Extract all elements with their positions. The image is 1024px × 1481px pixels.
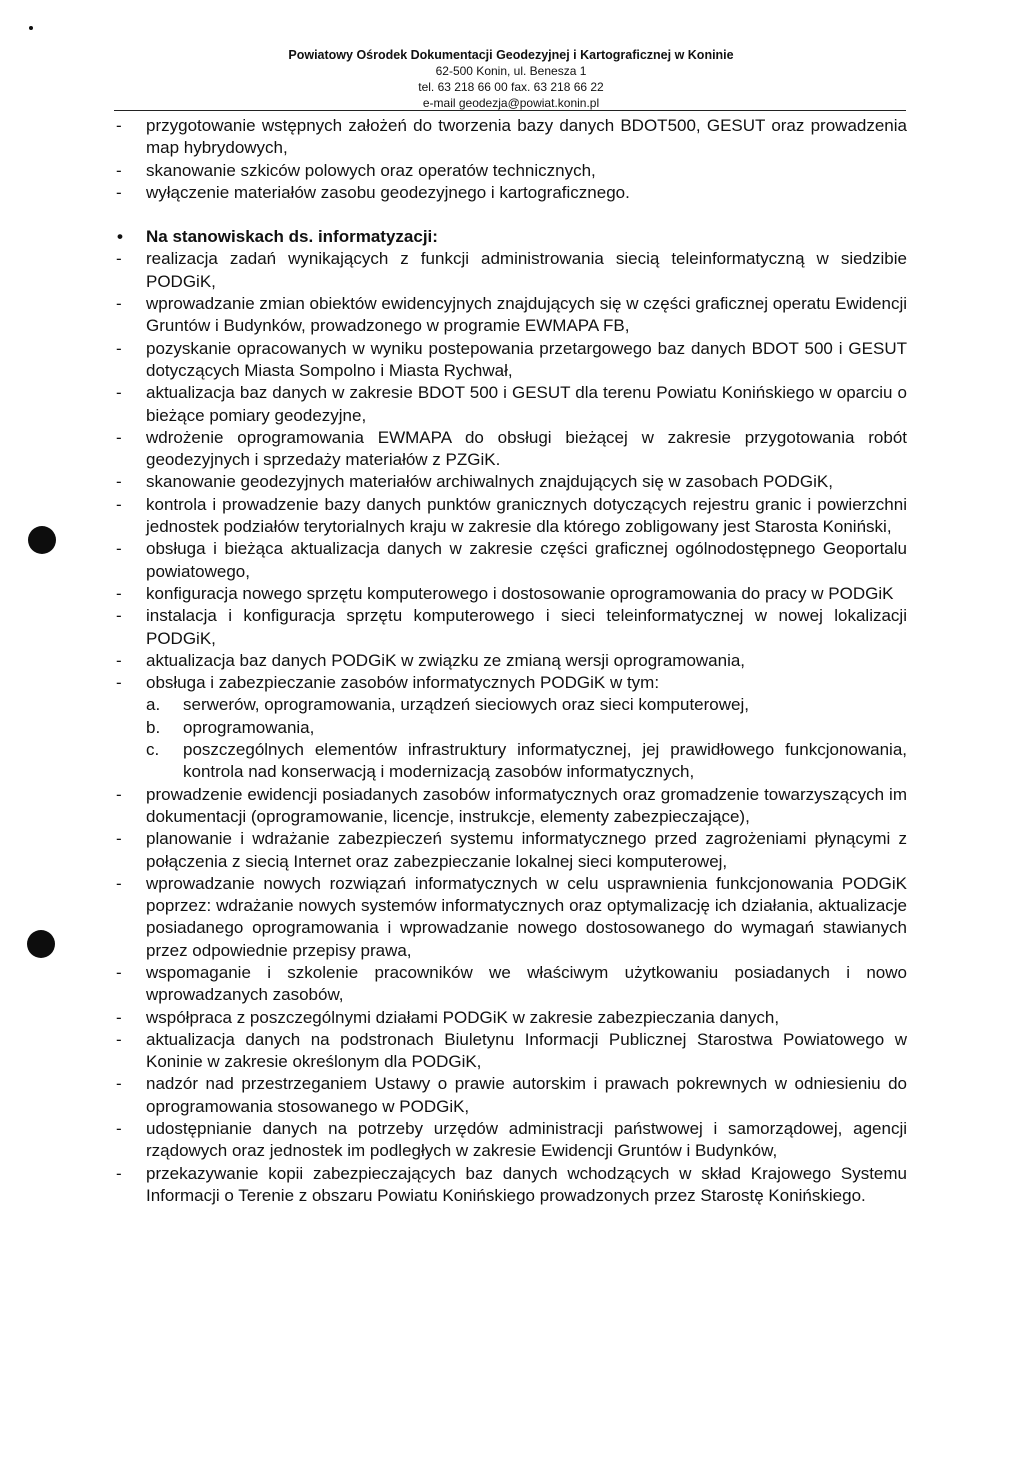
list-item (114, 962, 907, 1007)
dash-marker: - (116, 1029, 122, 1049)
address: 62-500 Konin, ul. Benesza 1 (435, 64, 587, 78)
list-item-text: aktualizacja danych na podstronach Biuletynu Informacji Publicznej Starostwa Powiatowego w Koninie w zakresie określonym dla PODGiK, (146, 1029, 907, 1072)
list-item (114, 873, 907, 962)
list-item (114, 427, 907, 472)
dash-marker: - (116, 160, 122, 180)
list-item (114, 1029, 907, 1074)
list-item-text: konfiguracja nowego sprzętu komputerowego i dostosowanie oprogramowania do pracy w PODGiK (146, 583, 894, 603)
dash-marker: - (116, 673, 122, 693)
dash-marker: - (116, 249, 122, 269)
list-item (114, 382, 907, 427)
sub-list-marker: c. (146, 740, 160, 760)
dash-marker: - (116, 116, 122, 135)
dash-marker: - (116, 182, 122, 202)
list-item-text: aktualizacja baz danych PODGiK w związku ze zmianą wersji oprogramowania, (146, 650, 746, 670)
section-list-continued (114, 784, 907, 1208)
list-item (114, 1073, 907, 1118)
intro-list (114, 115, 907, 204)
punch-hole-bottom (27, 930, 55, 958)
list-item (114, 828, 907, 873)
list-item-text: realizacja zadań wynikających z funkcji administrowania siecią teleinformatyczną w siedzibie PODGiK, (146, 249, 907, 291)
dash-marker: - (116, 1119, 122, 1139)
list-item-text: obsługa i zabezpieczanie zasobów informatycznych PODGiK w tym: (146, 673, 660, 693)
email: e-mail geodezja@powiat.konin.pl (422, 96, 600, 110)
punch-hole-top (28, 526, 56, 554)
sub-list-marker: b. (146, 717, 161, 737)
section-heading-text: Na stanowiskach ds. informatyzacji: (146, 227, 438, 247)
sub-list-item-text: poszczególnych elementów infrastruktury informatycznej, jej prawidłowego funkcjonowania, kontrola nad konserwacją i modernizacją zasobów informatycznych, (183, 740, 907, 782)
list-item-text: nadzór nad przestrzeganiem Ustawy o prawie autorskim i prawach pokrewnych w odniesieniu do oprogramowania stosowanego w PODGiK, (146, 1074, 907, 1116)
list-item-text: pozyskanie opracowanych w wyniku postepowania przetargowego baz danych BDOT 500 i GESUT dotyczących Miasta Sompolno i Miasta Rychwał, (146, 338, 907, 380)
sub-list-item (114, 739, 907, 784)
dash-marker: - (116, 494, 122, 514)
scan-speck (29, 26, 33, 30)
list-item (114, 182, 907, 204)
list-item-text: instalacja i konfiguracja sprzętu komputerowego i sieci teleinformatycznej w nowej lokalizacji PODGiK, (146, 606, 907, 648)
letterhead (250, 47, 772, 111)
dash-marker: - (116, 427, 122, 447)
list-item (114, 293, 907, 338)
dash-marker: - (116, 294, 122, 314)
dash-marker: - (116, 583, 122, 603)
list-item-text: wspomaganie i szkolenie pracowników we właściwym użytkowaniu posiadanych i nowo wprowadzanych zasobów, (146, 962, 907, 1005)
dash-marker: - (116, 650, 122, 670)
bullet-marker: • (117, 227, 123, 247)
list-item-text: aktualizacja baz danych w zakresie BDOT 500 i GESUT dla terenu Powiatu Konińskiego w oparciu o bieżące pomiary geodezyjne, (146, 383, 907, 425)
list-item-text: wdrożenie oprogramowania EWMAPA do obsługi bieżącej w zakresie przygotowania robót geodezyjnych i sprzedaży materiałów z PZGiK. (146, 427, 907, 470)
list-item (114, 1163, 907, 1208)
list-item-text: udostępnianie danych na potrzeby urzędów administracji państwowej i samorządowej, agencji rządowych oraz jednostek im podległych w zakresie Ewidencji Gruntów i Budynków, (146, 1119, 907, 1161)
list-item-text: kontrola i prowadzenie bazy danych punktów granicznych dotyczących rejestru granic i powierzchni jednostek podziałów terytorialnych kraju w zakresie dla którego zobligowany jest Starosta Koniński, (146, 494, 907, 537)
list-item (114, 605, 907, 650)
section-list (114, 248, 907, 694)
list-item (114, 583, 907, 605)
list-item (114, 160, 907, 182)
section-sublist (114, 694, 907, 783)
list-item-text: skanowanie szkiców polowych oraz operatów technicznych, (146, 160, 596, 180)
sub-list-item (114, 717, 907, 739)
list-item (114, 115, 907, 160)
dash-marker: - (116, 1074, 122, 1094)
list-item-text: wprowadzanie zmian obiektów ewidencyjnych znajdujących się w części graficznej operatu Ewidencji Gruntów i Budynków, prowadzonego w programie EWMAPA FB, (146, 294, 907, 336)
list-item-text: obsługa i bieżąca aktualizacja danych w zakresie części graficznej ogólnodostępnego Geoportalu powiatowego, (146, 539, 907, 581)
list-item (114, 248, 907, 293)
dash-marker: - (116, 873, 122, 893)
dash-marker: - (116, 784, 122, 804)
dash-marker: - (116, 962, 122, 982)
list-item (114, 494, 907, 539)
list-item-text: prowadzenie ewidencji posiadanych zasobów informatycznych oraz gromadzenie towarzyszących im dokumentacji (oprogramowanie, licencje, instrukcje, elementy zabezpieczające), (146, 784, 907, 826)
organization-name: Powiatowy Ośrodek Dokumentacji Geodezyjnej i Kartograficznej w Koninie (288, 48, 734, 62)
dash-marker: - (116, 1163, 122, 1183)
header-divider (114, 110, 906, 111)
list-item (114, 1007, 907, 1029)
list-item (114, 784, 907, 829)
dash-marker: - (116, 472, 122, 492)
list-item-text: przekazywanie kopii zabezpieczających baz danych wchodzących w skład Krajowego Systemu Informacji o Terenie z obszaru Powiatu Konińskiego prowadzonych przez Starostę Konińskiego. (146, 1163, 907, 1205)
dash-marker: - (116, 829, 122, 849)
phone-fax: tel. 63 218 66 00 fax. 63 218 66 22 (418, 80, 604, 94)
list-item-text: wyłączenie materiałów zasobu geodezyjnego i kartograficznego. (146, 182, 630, 202)
document-body (114, 115, 907, 1207)
list-item (114, 1118, 907, 1163)
sub-list-item (114, 694, 907, 716)
list-item (114, 471, 907, 493)
section-heading (114, 226, 907, 248)
dash-marker: - (116, 383, 122, 403)
list-item-text: skanowanie geodezyjnych materiałów archiwalnych znajdujących się w zasobach PODGiK, (146, 472, 833, 492)
dash-marker: - (116, 606, 122, 626)
list-item-text: współpraca z poszczególnymi działami PODGiK w zakresie zabezpieczania danych, (146, 1007, 780, 1027)
dash-marker: - (116, 338, 122, 358)
list-item-text: planowanie i wdrażanie zabezpieczeń systemu informatycznego przed zagrożeniami płynącymi z połączenia z siecią Internet oraz zabezpieczanie lokalnej sieci komputerowej, (146, 829, 907, 871)
list-item (114, 338, 907, 383)
sub-list-item-text: serwerów, oprogramowania, urządzeń sieciowych oraz sieci komputerowej, (183, 695, 749, 715)
sub-list-item-text: oprogramowania, (183, 717, 315, 737)
list-item-text: wprowadzanie nowych rozwiązań informatycznych w celu usprawnienia funkcjonowania PODGiK poprzez: wdrażanie nowych systemów informatycznych oraz optymalizację ich działania, aktualizacje posiadanego oprogramowania i wprowadzanie nowego dostosowanego do wymagań stawianych przez odpowiednie przepisy prawa, (146, 873, 907, 960)
list-item (114, 650, 907, 672)
list-item-text: przygotowanie wstępnych założeń do tworzenia bazy danych BDOT500, GESUT oraz prowadzenia map hybrydowych, (146, 116, 907, 158)
sub-list-marker: a. (146, 695, 161, 715)
dash-marker: - (116, 539, 122, 559)
list-item (114, 672, 907, 694)
dash-marker: - (116, 1007, 122, 1027)
list-item (114, 538, 907, 583)
